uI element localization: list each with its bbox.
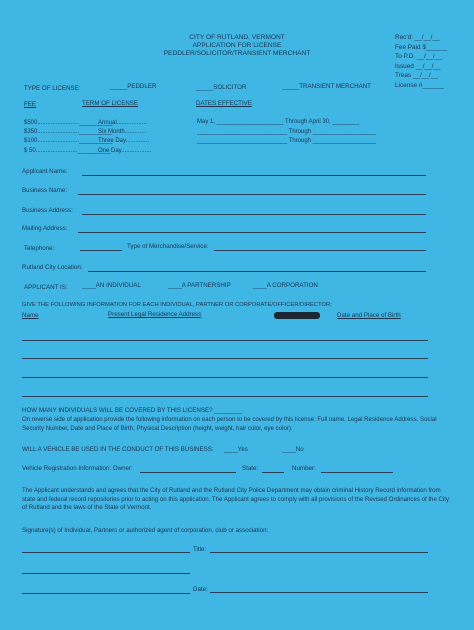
vehicle-no-option[interactable]: ____No [282, 446, 304, 453]
applicant-is-label: APPLICANT IS: [24, 284, 68, 291]
rutland-location-line[interactable] [88, 271, 426, 272]
director-entry-line-4[interactable] [22, 396, 428, 397]
vehicle-yes-option[interactable]: ____Yes [224, 446, 248, 453]
telephone-line[interactable] [80, 250, 122, 251]
name-column-header: Name [22, 312, 39, 319]
applicant-corporation-option[interactable]: ____A CORPORATION [253, 282, 318, 289]
date-line[interactable] [210, 592, 428, 593]
type-of-license-label: TYPE OF LICENSE: [24, 85, 81, 92]
dates-annual[interactable]: May 1, ____________________ Through April 30, ________ [197, 119, 360, 125]
merchandise-label: Type of Merchandise/Service: [127, 243, 209, 250]
vehicle-registration-label: Vehicle Registration Information: Owner: [22, 465, 133, 472]
term-six-month: Six Month............. [98, 129, 147, 135]
applicant-partnership-option[interactable]: ____A PARTNERSHIP [168, 282, 231, 289]
vehicle-state-label: State: [242, 465, 259, 472]
term-annual: Annual.................. [98, 120, 147, 126]
business-name-label: Business Name: [22, 187, 68, 194]
header-city: CITY OF RUTLAND, VERMONT [189, 34, 285, 41]
vehicle-number-line[interactable] [321, 472, 393, 473]
applicant-individual-option[interactable]: ____AN INDIVIDUAL [82, 282, 141, 289]
term-column-header: TERM OF LICENSE [82, 100, 139, 107]
mailing-address-line[interactable] [78, 232, 426, 233]
license-option-peddler[interactable]: _____PEDDLER [110, 83, 157, 90]
signature-line-1[interactable] [22, 552, 190, 553]
telephone-label: Telephone: [24, 245, 55, 252]
fee-amount[interactable]: $500.........................__________ [24, 120, 113, 126]
office-license-no: License #______ [395, 81, 444, 89]
office-issued: Issued __/__/__ [395, 62, 441, 70]
vehicle-state-line[interactable] [262, 472, 284, 473]
license-option-transient[interactable]: _____TRANSIENT MERCHANT [282, 83, 371, 90]
office-to-pd: To P.D. __/__/__ [395, 53, 442, 60]
title-label: Title: [193, 546, 207, 553]
header-application: APPLICATION FOR LICENSE [192, 42, 282, 49]
date-label: Date: [193, 586, 208, 593]
applicant-name-line[interactable] [82, 175, 426, 176]
office-use-block [395, 33, 447, 90]
birth-column-header: Date and Place of Birth [337, 312, 401, 319]
director-entry-line-2[interactable] [22, 358, 428, 359]
term-three-day: Three Day.............. [98, 138, 149, 144]
fee-column-header: FEE [24, 101, 37, 108]
applicant-name-label: Applicant Name: [22, 168, 68, 175]
director-entry-line-1[interactable] [22, 340, 428, 341]
fee-amount[interactable]: $100.........................__________ [24, 138, 113, 144]
director-entry-line-3[interactable] [22, 377, 428, 378]
license-option-solicitor[interactable]: _____SOLICITOR [196, 84, 247, 91]
business-name-line[interactable] [78, 194, 426, 195]
covered-question: HOW MANY INDIVIDUALS WILL BE COVERED BY THIS LICENSE? ________ [22, 407, 242, 414]
term-one-day: One Day.................. [98, 148, 152, 154]
vehicle-number-label: Number: [292, 465, 316, 472]
vehicle-owner-line[interactable] [140, 472, 236, 473]
dates-six-month[interactable]: ___________________________ Through ___________________ [197, 129, 377, 135]
vehicle-question: WILL A VEHICLE BE USED IN THE CONDUCT OF THIS BUSINESS: [22, 446, 214, 453]
merchandise-line[interactable] [214, 250, 426, 251]
mailing-address-label: Mailing Address: [22, 225, 68, 232]
covered-instructions: On reverse side of application provide the following information on each person to be covered by this license: Full name, Legal Residence Address, Social Security Number, Date and Place of Birth, Physical Description (height, weight, hair color, eye color). [22, 416, 437, 432]
office-fee-paid: Fee Paid $______ [395, 43, 448, 51]
dates-three-day[interactable]: ___________________________ Through ___________________ [197, 138, 377, 144]
rutland-location-label: Rutland City Location: [22, 264, 83, 271]
office-treas: Treas __/__/__ [395, 72, 438, 79]
signature-line-3[interactable] [22, 593, 190, 594]
signature-line-2[interactable] [22, 573, 190, 574]
agreement-text: The Applicant understands and agrees that the City of Rutland and the Rutland City Police Department may obtain criminal History Record information from state and federal record repositories prior to acting on this application. The Applicant agrees to comply with all provisions of the Revised Ordinances of the City of Rutland and the laws of the State of Vermont. [22, 487, 450, 512]
business-address-line[interactable] [82, 214, 426, 215]
title-line[interactable] [210, 552, 428, 553]
office-received: Rec'd: __/__/__ [395, 34, 440, 41]
business-address-label: Business Address: [22, 207, 73, 214]
header-license-type: PEDDLER/SOLICITOR/TRANSIENT MERCHANT [163, 50, 311, 57]
fee-amount[interactable]: $ 50.........................__________ [24, 148, 111, 154]
director-instruction: GIVE THE FOLLOWING INFORMATION FOR EACH INDIVIDUAL, PARTNER OR CORPORATE/OFFICER/DIRECTOR: [22, 302, 332, 308]
redaction-mark [274, 312, 320, 319]
signature-label: Signature(s) of Individual, Partners or authorized agent of corporation, club or association: [22, 527, 269, 534]
residence-column-header: Present Legal Residence Address [108, 311, 202, 318]
fee-amount[interactable]: $350.........................__________ [24, 129, 113, 135]
dates-column-header: DATES EFFECTIVE [196, 100, 252, 107]
